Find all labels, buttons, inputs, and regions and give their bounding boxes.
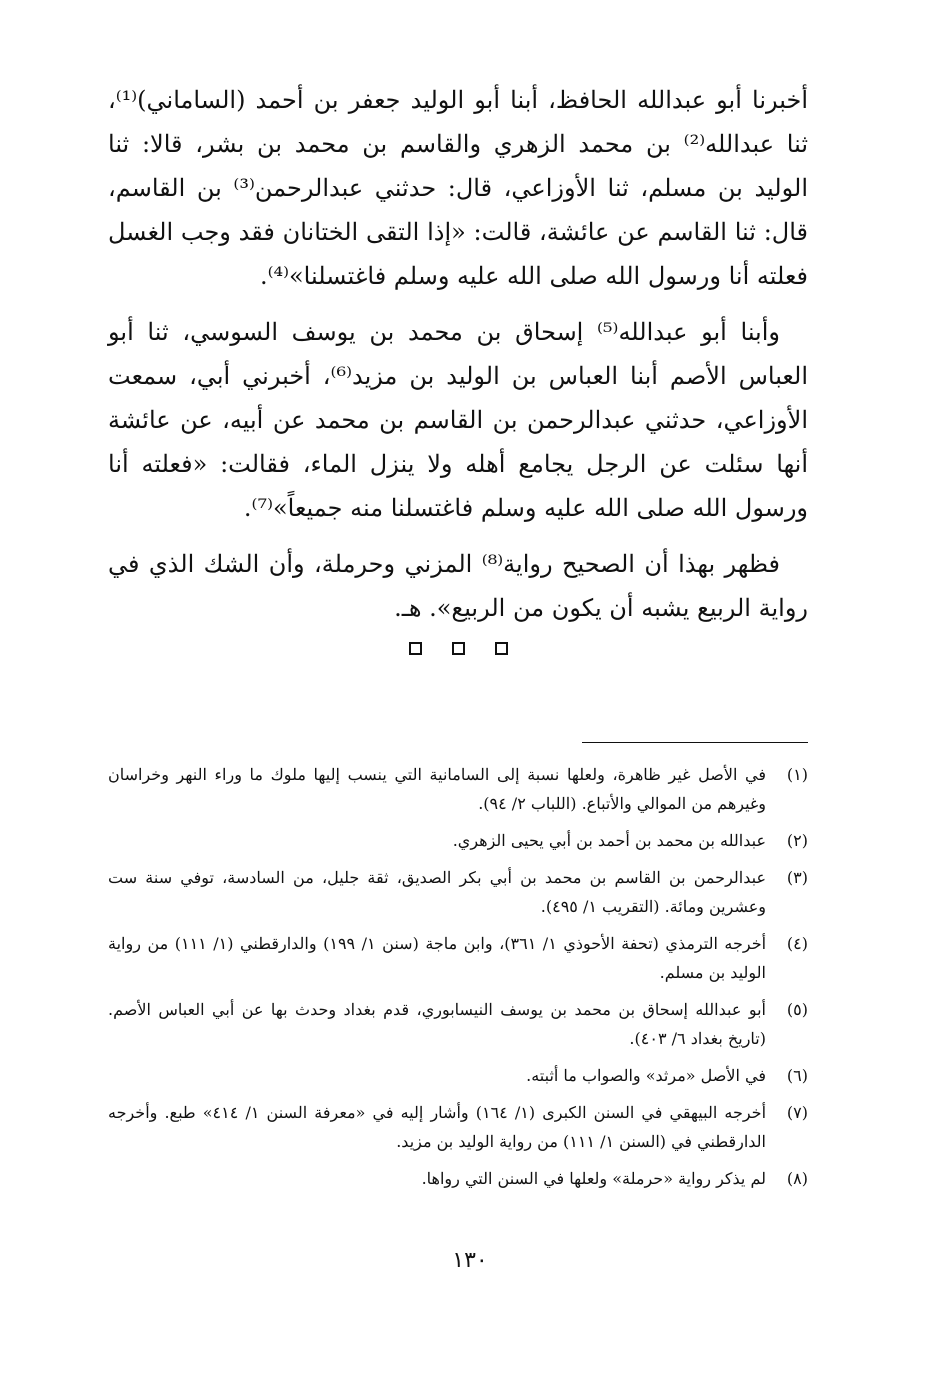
footnote-separator <box>582 742 808 743</box>
footnote-item <box>108 863 808 921</box>
paragraph-2: وأبنا أبو عبدالله⁽⁵⁾ إسحاق بن محمد بن يوسف السوسي، ثنا أبو العباس الأصم أبنا العباس بن الوليد بن مزيد⁽⁶⁾، أخبرني أبي، سمعت الأوزاعي، حدثني عبدالرحمن بن القاسم بن محمد عن أبيه، عن عائشة أنها سئلت عن الرجل يجامع أهله ولا ينزل الماء، فقالت: «فعلته أنا ورسول الله صلى الله عليه وسلم فاغتسلنا منه جميعاً»⁽⁷⁾. <box>108 318 808 522</box>
footnote-number: (٣) <box>786 868 808 887</box>
footnote-item <box>108 929 808 987</box>
footnote-text: أبو عبدالله إسحاق بن محمد بن يوسف النيسابوري، قدم بغداد وحدث بها عن أبي العباس الأصم. (تاريخ بغداد ٦/ ٤٠٣). <box>108 1000 766 1048</box>
footnotes <box>108 760 808 1201</box>
footnote-number: (٤) <box>786 934 808 953</box>
divider-square-icon <box>452 642 465 655</box>
main-text <box>108 78 808 655</box>
section-divider <box>108 642 808 655</box>
footnote-number: (٨) <box>786 1169 808 1188</box>
footnote-item <box>108 826 808 855</box>
paragraph-3: فظهر بهذا أن الصحيح رواية⁽⁸⁾ المزني وحرملة، وأن الشك الذي في رواية الربيع يشبه أن يكون من الربيع». هـ. <box>108 550 808 622</box>
divider-square-icon <box>495 642 508 655</box>
divider-square-icon <box>409 642 422 655</box>
footnote-number: (١) <box>786 765 808 784</box>
footnote-text: عبدالرحمن بن القاسم بن محمد بن أبي بكر الصديق، ثقة جليل، من السادسة، توفي سنة ست وعشرين ومائة. (التقريب ١/ ٤٩٥). <box>108 868 766 916</box>
footnote-item <box>108 1098 808 1156</box>
footnote-text: أخرجه البيهقي في السنن الكبرى (١/ ١٦٤) وأشار إليه في «معرفة السنن ١/ ٤١٤» طبع. وأخرجه الدارقطني في (السنن ١/ ١١١) من رواية الوليد بن مزيد. <box>108 1103 767 1151</box>
footnote-item <box>108 995 808 1053</box>
page-number: ١٣٠ <box>452 1248 488 1273</box>
footnote-text: لم يذكر رواية «حرملة» ولعلها في السنن التي رواها. <box>421 1169 766 1188</box>
footnote-item <box>108 1164 808 1193</box>
footnote-text: في الأصل غير ظاهرة، ولعلها نسبة إلى السامانية التي ينسب إليها ملوك ما وراء النهر وخراسان وغيرهم من الموالي والأتباع. (اللباب ٢/ ٩٤). <box>108 765 766 813</box>
footnote-item <box>108 1061 808 1090</box>
footnote-text: عبدالله بن محمد بن أحمد بن أبي يحيى الزهري. <box>452 831 766 850</box>
footnote-item <box>108 760 808 818</box>
footnote-text: في الأصل «مرثد» والصواب ما أثبته. <box>526 1066 766 1085</box>
footnote-number: (٥) <box>786 1000 808 1019</box>
footnote-number: (٧) <box>786 1103 808 1122</box>
footnote-text: أخرجه الترمذي (تحفة الأحوذي ١/ ٣٦١)، وابن ماجة (سنن ١/ ١٩٩) والدارقطني (١/ ١١١) من رواية الوليد بن مسلم. <box>108 934 767 982</box>
paragraph-1: أخبرنا أبو عبدالله الحافظ، أبنا أبو الوليد جعفر بن أحمد (الساماني)⁽¹⁾، ثنا عبدالله⁽²⁾ بن محمد الزهري والقاسم بن محمد بن بشر، قالا: ثنا الوليد بن مسلم، ثنا الأوزاعي، قال: حدثني عبدالرحمن⁽³⁾ بن القاسم، قال: ثنا القاسم عن عائشة، قالت: «إذا التقى الختانان فقد وجب الغسل فعلته أنا ورسول الله صلى الله عليه وسلم فاغتسلنا»⁽⁴⁾. <box>108 86 808 290</box>
footnote-number: (٢) <box>786 831 808 850</box>
footnote-number: (٦) <box>786 1066 808 1085</box>
